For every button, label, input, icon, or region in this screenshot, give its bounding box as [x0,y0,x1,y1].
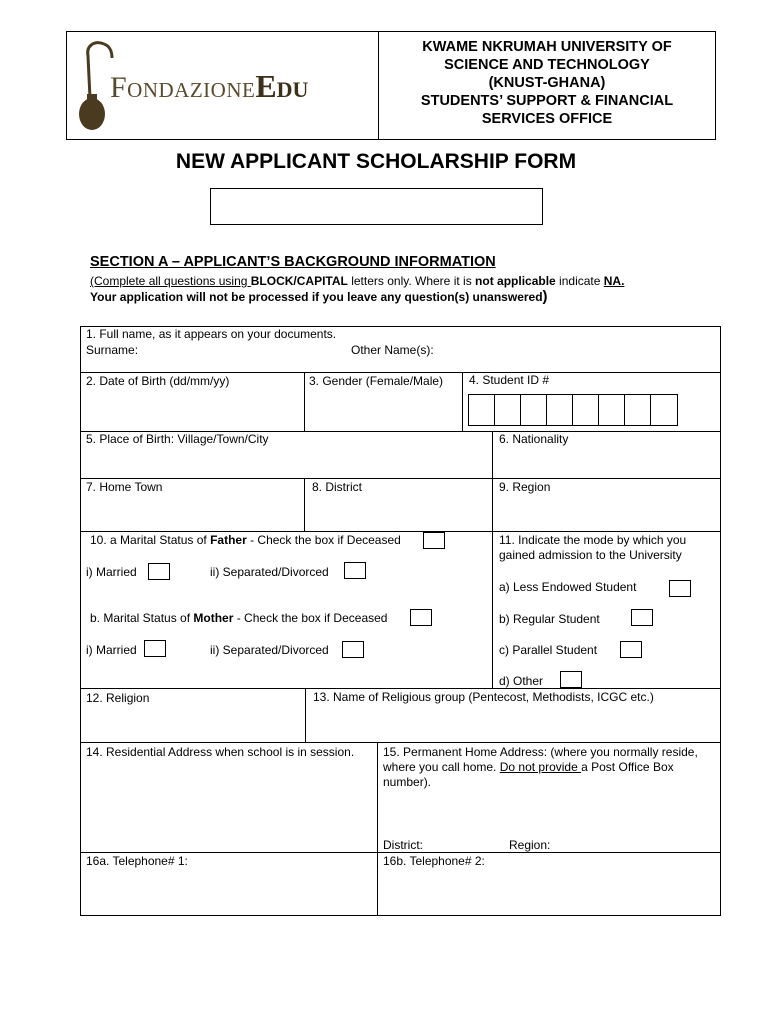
note-mid: letters only. Where it is [347,274,476,288]
mother-deceased-checkbox[interactable] [410,609,432,626]
mother-separated-label: ii) Separated/Divorced [210,643,329,657]
logo-text-edu: Edu [255,68,309,104]
note-bold-na-value: NA. [603,274,625,288]
id-box-divider [650,394,651,426]
q15-line-1: 15. Permanent Home Address: (where you normally reside, [383,745,698,759]
note-prefix: (Complete all questions using [90,274,251,288]
id-box-divider [520,394,521,426]
q15-do-not-provide: Do not provide [499,760,582,774]
residential-address-field[interactable]: 14. Residential Address when school is in session. [86,745,355,759]
parallel-student-checkbox[interactable] [620,641,642,658]
regular-student-checkbox[interactable] [631,609,653,626]
col-divider [377,742,378,916]
col-divider [462,372,463,431]
col-divider [492,431,493,688]
father-separated-label: ii) Separated/Divorced [210,565,329,579]
section-a-heading: SECTION A – APPLICANT’S BACKGROUND INFORMATION [90,254,496,270]
father-separated-checkbox[interactable] [344,562,366,579]
header-line-3: (KNUST-GHANA) [488,75,606,91]
header-line-5: SERVICES OFFICE [481,111,613,127]
father-deceased-checkbox[interactable] [423,532,445,549]
col-divider [304,478,305,531]
row-divider [80,688,721,689]
student-id-label: 4. Student ID # [469,373,550,387]
telephone-1-field[interactable]: 16a. Telephone# 1: [86,854,188,868]
parallel-student-label: c) Parallel Student [499,643,598,657]
q10b-prefix: b. Marital Status of [90,611,194,625]
row-divider [80,531,721,532]
logo-text-fondazione: Fondazione [110,71,256,104]
mother-marital-status-label [90,611,387,626]
id-box-divider [598,394,599,426]
note-bold-na: not applicable [475,274,556,288]
row-divider [80,742,721,743]
surname-field[interactable]: Surname: [86,343,139,357]
q15-line-3: number). [383,775,432,789]
q11-line-1: 11. Indicate the mode by which you [499,533,687,547]
district-field[interactable]: 8. District [312,480,363,494]
q10a-father: Father [210,533,247,547]
id-box-divider [494,394,495,426]
religious-group-field[interactable]: 13. Name of Religious group (Pentecost, Methodists, ICGC etc.) [313,690,654,704]
mother-married-checkbox[interactable] [144,640,166,657]
nationality-field[interactable]: 6. Nationality [499,432,569,446]
telephone-2-field[interactable]: 16b. Telephone# 2: [383,854,485,868]
section-a-instructions [90,273,624,305]
father-married-label: i) Married [86,565,137,579]
home-region-field[interactable]: Region: [509,838,551,852]
student-id-boxes[interactable] [468,394,678,426]
admission-mode-label [499,533,686,563]
id-box-divider [624,394,625,426]
gender-field[interactable]: 3. Gender (Female/Male) [309,374,444,388]
mother-married-label: i) Married [86,643,137,657]
q10b-mother: Mother [193,611,234,625]
header-line-4: STUDENTS’ SUPPORT & FINANCIAL [420,93,674,109]
note-mid2: indicate [555,274,604,288]
id-box-divider [546,394,547,426]
region-field[interactable]: 9. Region [499,480,551,494]
reference-number-box[interactable] [210,188,543,225]
id-box-divider [572,394,573,426]
regular-student-label: b) Regular Student [499,612,600,626]
col-divider [304,372,305,431]
religion-field[interactable]: 12. Religion [86,691,150,705]
less-endowed-label: a) Less Endowed Student [499,580,637,594]
header-line-1: KWAME NKRUMAH UNIVERSITY OF [422,39,672,55]
home-district-field[interactable]: District: [383,838,423,852]
note-bold-block: BLOCK/CAPITAL [250,274,348,288]
father-marital-status-label [90,533,401,548]
row-divider [80,478,721,479]
q15-line-2-suffix: a Post Office Box [581,760,674,774]
q10a-suffix: - Check the box if Deceased [246,533,401,547]
note-close: ) [542,288,548,305]
q1-label: 1. Full name, as it appears on your documents. [86,327,337,341]
header-line-2: SCIENCE AND TECHNOLOGY [444,57,650,73]
other-label: d) Other [499,674,544,688]
col-divider [305,688,306,742]
fondazione-edu-logo [76,36,372,134]
university-header [380,38,714,128]
form-title: NEW APPLICANT SCHOLARSHIP FORM [175,150,577,173]
other-checkbox[interactable] [560,671,582,688]
other-names-field[interactable]: Other Name(s): [351,343,434,357]
q11-line-2: gained admission to the University [499,548,682,562]
header-divider [378,31,379,140]
permanent-address-label[interactable] [383,745,698,790]
father-married-checkbox[interactable] [148,563,170,580]
q10b-suffix: - Check the box if Deceased [233,611,388,625]
q10a-prefix: 10. a Marital Status of [90,533,211,547]
place-of-birth-field[interactable]: 5. Place of Birth: Village/Town/City [86,432,269,446]
q15-line-2-prefix: where you call home. [383,760,500,774]
note-warning: Your application will not be processed if you leave any question(s) unanswered [90,290,543,304]
mother-separated-checkbox[interactable] [342,641,364,658]
date-of-birth-field[interactable]: 2. Date of Birth (dd/mm/yy) [86,374,230,388]
home-town-field[interactable]: 7. Home Town [86,480,163,494]
row-divider [80,372,721,373]
less-endowed-checkbox[interactable] [669,580,691,597]
